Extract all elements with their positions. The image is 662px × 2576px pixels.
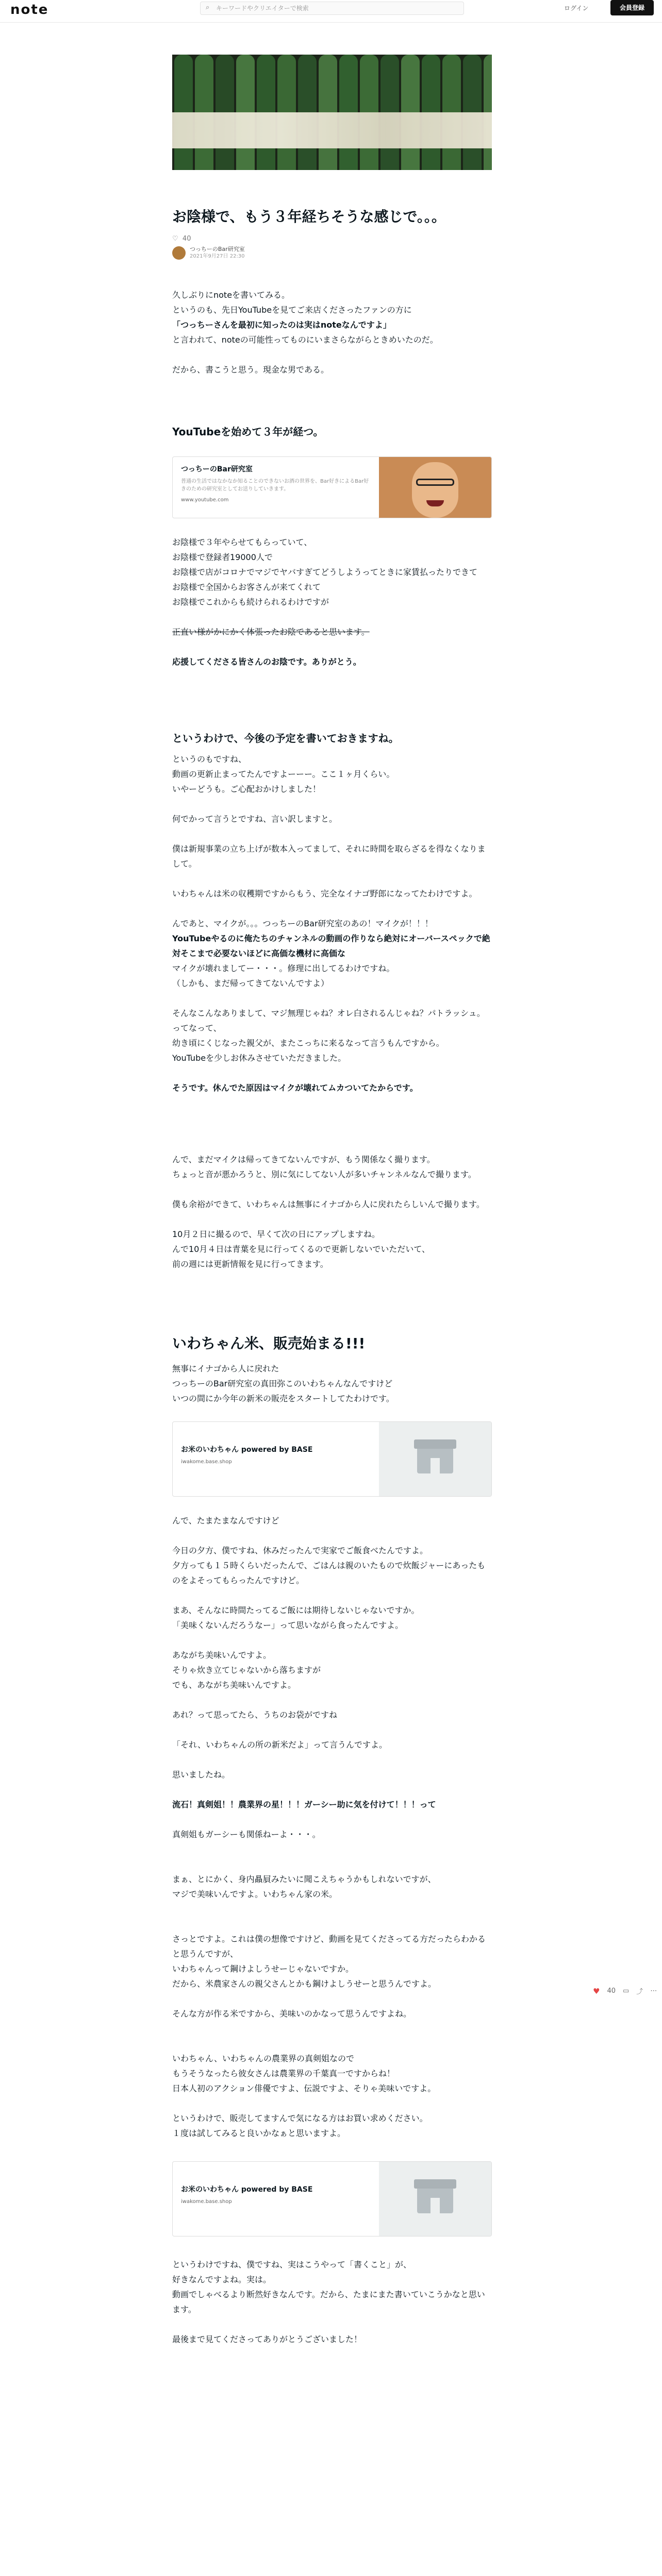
paragraph: さっとですよ。これは僕の想像ですけど、動画を見てくださってる方だったらわかると思うんですが、 — [172, 1934, 486, 1959]
paragraph: お陰様で３年やらせてもらっていて、 — [172, 537, 312, 547]
text-block — [172, 1361, 492, 1406]
article — [172, 55, 492, 2347]
paragraph: まあ、そんなに時間たってるご飯には期待しないじゃないですか。 — [172, 1605, 420, 1615]
paragraph: つっちーのBar研究室の真田弥このいわちゃんなんですけど — [172, 1379, 393, 1388]
paragraph: まぁ、とにかく、身内贔屓みたいに聞こえちゃうかもしれないですが、 — [172, 1874, 436, 1884]
paragraph: 10月２日に撮るので、早くて次の日にアップしますね。 — [172, 1229, 380, 1239]
shop-title: お米のいわちゃん powered by BASE — [181, 2185, 313, 2194]
spacer — [172, 1857, 492, 1872]
paragraph: んで、たまたまなんですけど — [172, 1516, 279, 1526]
author-name[interactable]: つっちーのBar研究室 — [190, 246, 245, 252]
paragraph: というのも、先日YouTubeを見てご来店くださったファンの方に — [172, 305, 412, 315]
spacer — [172, 1692, 492, 1707]
paragraph: 日本人初のアクション俳優ですよ、伝説ですよ、そりゃ美味いですよ。 — [172, 2083, 436, 2093]
paragraph: 動画の更新止まってたんですよーーー。ここ１ヶ月くらい。 — [172, 769, 395, 779]
comment-icon[interactable]: ▭ — [623, 1987, 630, 1995]
paragraph: 思いましたね。 — [172, 1770, 230, 1780]
more-icon[interactable]: ⋯ — [650, 1987, 657, 1995]
paragraph: いやーどうも。ご心配おかけしました！ — [172, 784, 321, 794]
shop-url: iwakome.base.shop — [181, 1459, 232, 1465]
shop-embed-card[interactable] — [172, 2161, 492, 2236]
spacer — [172, 1633, 492, 1648]
paragraph: でも、あながち美味いんですよ。 — [172, 1680, 296, 1690]
spacer — [172, 347, 492, 362]
paragraph: YouTubeを少しお休みさせていただきました。 — [172, 1053, 346, 1063]
paragraph: お陰様で全国からお客さんが来てくれて — [172, 582, 321, 592]
paragraph: マジで美味いんですよ。いわちゃん家の米。 — [172, 1889, 338, 1899]
paragraph: マイクが壊れましてー・・・。修理に出してるわけですね。 — [172, 963, 395, 973]
embed-description: 普通の生活ではなかなか知ることのできないお酒の世界を、Bar好きによるBar好きのための研究室としてお送りしていきます。 — [181, 479, 369, 492]
section-heading: というわけで、今後の予定を書いておきますね。 — [172, 732, 399, 744]
paragraph: そんな方が作る米ですから、美味いのかなって思うんですよね。 — [172, 2009, 412, 2019]
paragraph: 流石！真剣姐！！農業界の星！！！ガーシー助に気を付けて！！！って — [172, 1800, 436, 1809]
spacer — [172, 2021, 492, 2036]
paragraph: だから、書こうと思う。現金な男である。 — [172, 365, 329, 375]
author-row[interactable] — [172, 246, 492, 260]
paragraph: 前の週には更新情報を見に行ってきます。 — [172, 1259, 328, 1269]
spacer — [172, 871, 492, 886]
paragraph: 無事にイナゴから人に戻れた — [172, 1364, 279, 1374]
paragraph: というわけですね、僕ですね、実はこうやって「書くこと」が、 — [172, 2260, 412, 2269]
avatar[interactable] — [172, 246, 186, 260]
heart-icon[interactable]: ♥ — [593, 1986, 600, 1996]
spacer — [172, 1722, 492, 1737]
spacer — [172, 796, 492, 811]
paragraph: 好きなんですよね。実は。 — [172, 2275, 272, 2284]
paragraph: 「美味くないんだろうなー」って思いながら食ったんですよ。 — [172, 1620, 404, 1630]
paragraph: 僕は新規事業の立ち上げが数本入ってまして、それに時間を取らざるを得なくなりまして。 — [172, 844, 486, 869]
spacer — [172, 2317, 492, 2332]
strikethrough-text: 正直い様がかにかく体張ったお陰であると思います。 — [172, 627, 370, 637]
embed-title: つっちーのBar研究室 — [181, 465, 253, 473]
spacer — [172, 1212, 492, 1227]
share-icon[interactable]: ⤴ — [636, 1988, 643, 1996]
text-block — [172, 1513, 492, 1782]
spacer — [172, 1842, 492, 1857]
paragraph: と言われて、noteの可能性ってものにいまさらながらときめいたのだ。 — [172, 335, 438, 345]
spacer — [172, 991, 492, 1006]
text-block — [172, 961, 492, 1065]
text-block — [172, 2257, 492, 2347]
paragraph: 何でかって言うとですね、言い訳しますと。 — [172, 814, 338, 824]
search-input[interactable] — [200, 2, 464, 15]
header-image — [172, 55, 492, 170]
paragraph: 真剣姐もガーシーも関係ねーよ・・・。 — [172, 1829, 321, 1839]
floating-actions — [593, 1986, 657, 1996]
shop-url: iwakome.base.shop — [181, 2199, 232, 2205]
site-header — [0, 0, 662, 23]
text-block — [172, 1827, 492, 2141]
login-link[interactable]: ログイン — [564, 5, 589, 12]
paragraph: んであと、マイクが。。。つっちーのBar研究室のあの！マイクが！！！ — [172, 919, 433, 928]
paragraph: あれ？って思ってたら、うちのお袋がですね — [172, 1710, 338, 1720]
paragraph: お陰様でこれからも続けられるわけですが — [172, 597, 329, 607]
paragraph: というわけで、販売してますんで気になる方はお買い求めください。 — [172, 2113, 428, 2123]
youtube-embed-card[interactable] — [172, 456, 492, 518]
paragraph: いわちゃんって鋼けよしうせーじゃないですか。 — [172, 1964, 354, 1974]
paragraph: YouTubeやるのに俺たちのチャンネルの動画の作りなら絶対にオーバースペックで絶対そこまで必要ないほどに高価な機材に高価な — [172, 934, 490, 958]
paragraph: お陰様で店がコロナでマジでヤバすぎてどうしようってときに家賃払ったりできて — [172, 567, 478, 577]
paragraph: ちょっと音が悪かろうと、別に気にしてない人が多いチャンネルなんで撮ります。 — [172, 1170, 476, 1179]
paragraph: お陰様で登録者19000人で — [172, 552, 273, 562]
article-body — [172, 287, 492, 2347]
paragraph: 応援してくださる皆さんのお陰です。ありがとう。 — [172, 657, 361, 667]
shop-icon — [379, 1422, 491, 1497]
note-logo[interactable]: note — [10, 2, 49, 18]
paragraph: いわちゃん、いわちゃんの農業界の真剣姐なので — [172, 2054, 354, 2063]
spacer — [172, 1991, 492, 2006]
shop-embed-card[interactable] — [172, 1421, 492, 1497]
paragraph: 幼き頃にくじなった親父が、またこっちに来るなって言うもんですから。 — [172, 1038, 444, 1048]
section-heading: いわちゃん米、販売始まる!!! — [172, 1335, 366, 1352]
heart-icon: ♡ — [172, 235, 178, 243]
publish-date: 2021年9月27日 22:30 — [190, 253, 245, 259]
spacer — [172, 1182, 492, 1197]
text-block — [172, 752, 492, 931]
search-icon: ⌕ — [206, 4, 210, 11]
spacer — [172, 1528, 492, 1543]
like-count: 40 — [607, 1987, 616, 1995]
paragraph: んで10月４日は青葉を見に行ってくるので更新しないでいただいて、 — [172, 1244, 431, 1254]
paragraph: 夕方っても１５時くらいだったんで、ごはんは親のいたもので炊飯ジャーにあったものをよそってもらったんですけど。 — [172, 1561, 486, 1585]
paragraph: 動画でしゃべるより断然好きなんです。だから、たまにまた書いていこうかなと思います。 — [172, 2290, 485, 2314]
paragraph: （しかも、まだ帰ってきてないんですよ） — [172, 978, 329, 988]
shop-icon — [379, 2162, 491, 2236]
like-count[interactable] — [172, 235, 492, 243]
search-placeholder: キーワードやクリエイターで検索 — [216, 5, 309, 12]
signup-button[interactable]: 会員登録 — [610, 0, 654, 15]
channel-thumbnail — [379, 457, 491, 518]
spacer — [172, 901, 492, 916]
paragraph: 久しぶりにnoteを書いてみる。 — [172, 290, 290, 300]
paragraph: 「つっちーさんを最初に知ったのは実はnoteなんですよ」 — [172, 320, 391, 330]
spacer — [172, 2036, 492, 2051]
shop-title: お米のいわちゃん powered by BASE — [181, 1446, 313, 1454]
paragraph: 最後まで見てくださってありがとうございました！ — [172, 2334, 362, 2344]
paragraph: 「それ、いわちゃんの所の新米だよ」って言うんですよ。 — [172, 1740, 387, 1750]
paragraph: あながち美味いんですよ。 — [172, 1650, 272, 1660]
paragraph: １度は試してみると良いかなぁと思いますよ。 — [172, 2128, 346, 2138]
section-heading: YouTubeを始めて３年が経つ。 — [172, 426, 324, 438]
spacer — [172, 2096, 492, 2111]
paragraph: 今日の夕方、僕ですね、休みだったんで実家でご飯食べたんですよ。 — [172, 1546, 428, 1555]
paragraph: いつの間にか今年の新米の販売をスタートしてたわけです。 — [172, 1394, 394, 1403]
spacer — [172, 1588, 492, 1603]
text-block — [172, 1152, 492, 1272]
spacer — [172, 1902, 492, 1917]
paragraph: というのもですね、 — [172, 754, 247, 764]
spacer — [172, 1917, 492, 1931]
paragraph: そうです。休んでた原因はマイクが壊れてムカついてたからです。 — [172, 1083, 418, 1093]
like-count-value: 40 — [182, 235, 191, 243]
spacer — [172, 826, 492, 841]
paragraph: いわちゃんは米の収穫期ですからもう、完全なイナゴ野郎になってたわけですよ。 — [172, 889, 477, 899]
paragraph: んで、まだマイクは帰ってきてないんですが、もう関係なく撮ります。 — [172, 1155, 435, 1164]
paragraph: だから、米農家さんの親父さんとかも鋼けよしうせーと思うんですよ。 — [172, 1979, 437, 1989]
spacer — [172, 1752, 492, 1767]
paragraph: そりゃ炊き立てじゃないから落ちますが — [172, 1665, 321, 1675]
paragraph: もうそうなったら彼女さんは農業界の千葉真一ですからね！ — [172, 2069, 395, 2078]
article-title: お陰様で、もう３年経ちそうな感じで。。。 — [172, 208, 446, 225]
embed-url: www.youtube.com — [181, 497, 229, 503]
paragraph: そんなこんなありまして、マジ無理じゃね？オレ白されるんじゃね？パトラッシュ。ってなって、 — [172, 1008, 485, 1033]
paragraph: 僕も余裕ができて、いわちゃんは無事にイナゴから人に戻れたらしいんで撮ります。 — [172, 1199, 485, 1209]
